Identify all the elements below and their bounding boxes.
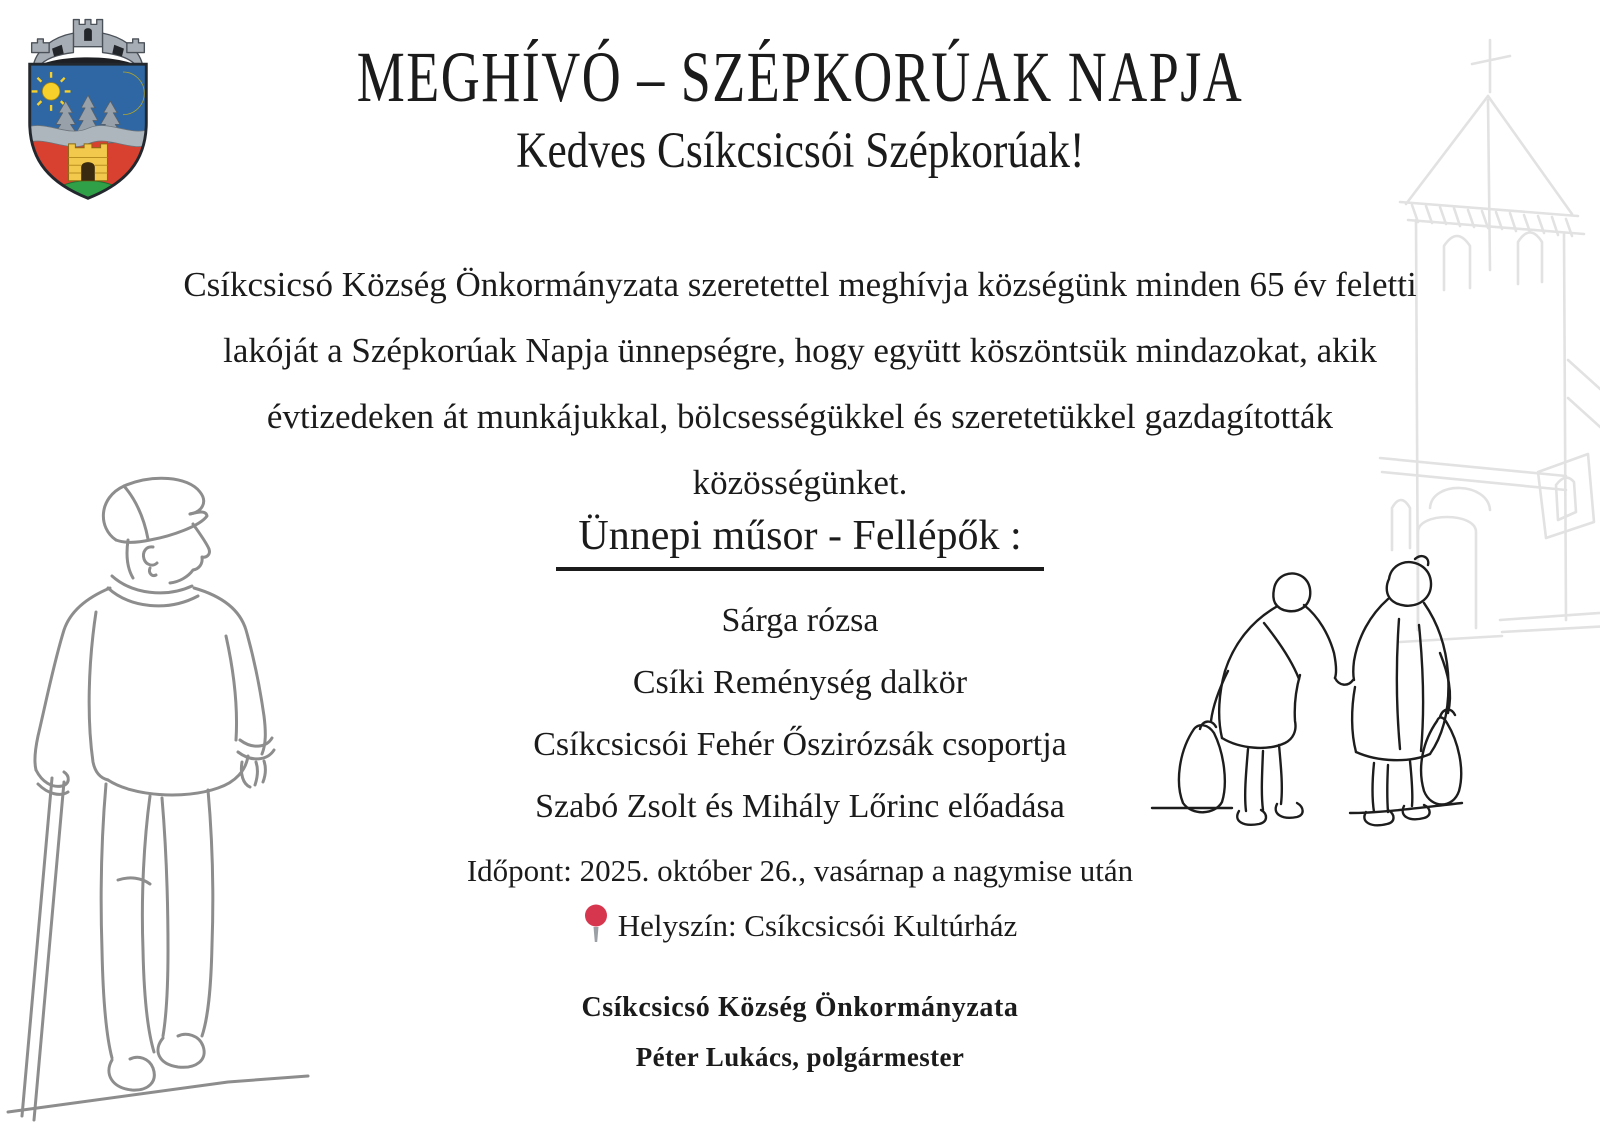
- intro-paragraph: [0, 252, 1600, 516]
- greeting-text: Kedves Csíkcsicsói Szépkorúak!: [515, 123, 1085, 179]
- page-title-text: MEGHÍVÓ – SZÉPKORÚAK NAPJA: [356, 37, 1244, 117]
- performer-item: Csíkcsicsói Fehér Őszirózsák csoportja: [533, 726, 1067, 763]
- intro-line: évtizedeken át munkájukkal, bölcsességükkel és szeretetükkel gazdagították: [266, 397, 1334, 436]
- intro-line: közösségünket.: [692, 463, 908, 502]
- mayor-signature: Péter Lukács, polgármester: [635, 1042, 965, 1072]
- performers-list: [0, 590, 1600, 838]
- performer-item: Sárga rózsa: [721, 602, 879, 639]
- organization-name: Csíkcsicsó Község Önkormányzata: [581, 992, 1019, 1023]
- greeting: [0, 122, 1600, 180]
- program-heading: [0, 512, 1600, 571]
- program-heading-text: Ünnepi műsor - Fellépők :: [556, 512, 1043, 571]
- intro-line: lakóját a Szépkorúak Napja ünnepségre, hogy együtt köszöntsük mindazokat, akik: [223, 331, 1377, 370]
- round-pushpin-icon: [583, 903, 609, 945]
- event-time: Időpont: 2025. október 26., vasárnap a nagymise után: [466, 853, 1134, 888]
- event-location-text: Helyszín: Csíkcsicsói Kultúrház: [617, 908, 1018, 943]
- performer-item: Szabó Zsolt és Mihály Lőrinc előadása: [535, 788, 1065, 825]
- green-mount: [43, 181, 132, 235]
- event-location: [0, 903, 1600, 945]
- performer-item: Csíki Reménység dalkör: [632, 664, 968, 701]
- page-title: [0, 36, 1600, 119]
- intro-line: Csíkcsicsó Község Önkormányzata szeretettel meghívja községünk minden 65 év feletti: [183, 265, 1417, 304]
